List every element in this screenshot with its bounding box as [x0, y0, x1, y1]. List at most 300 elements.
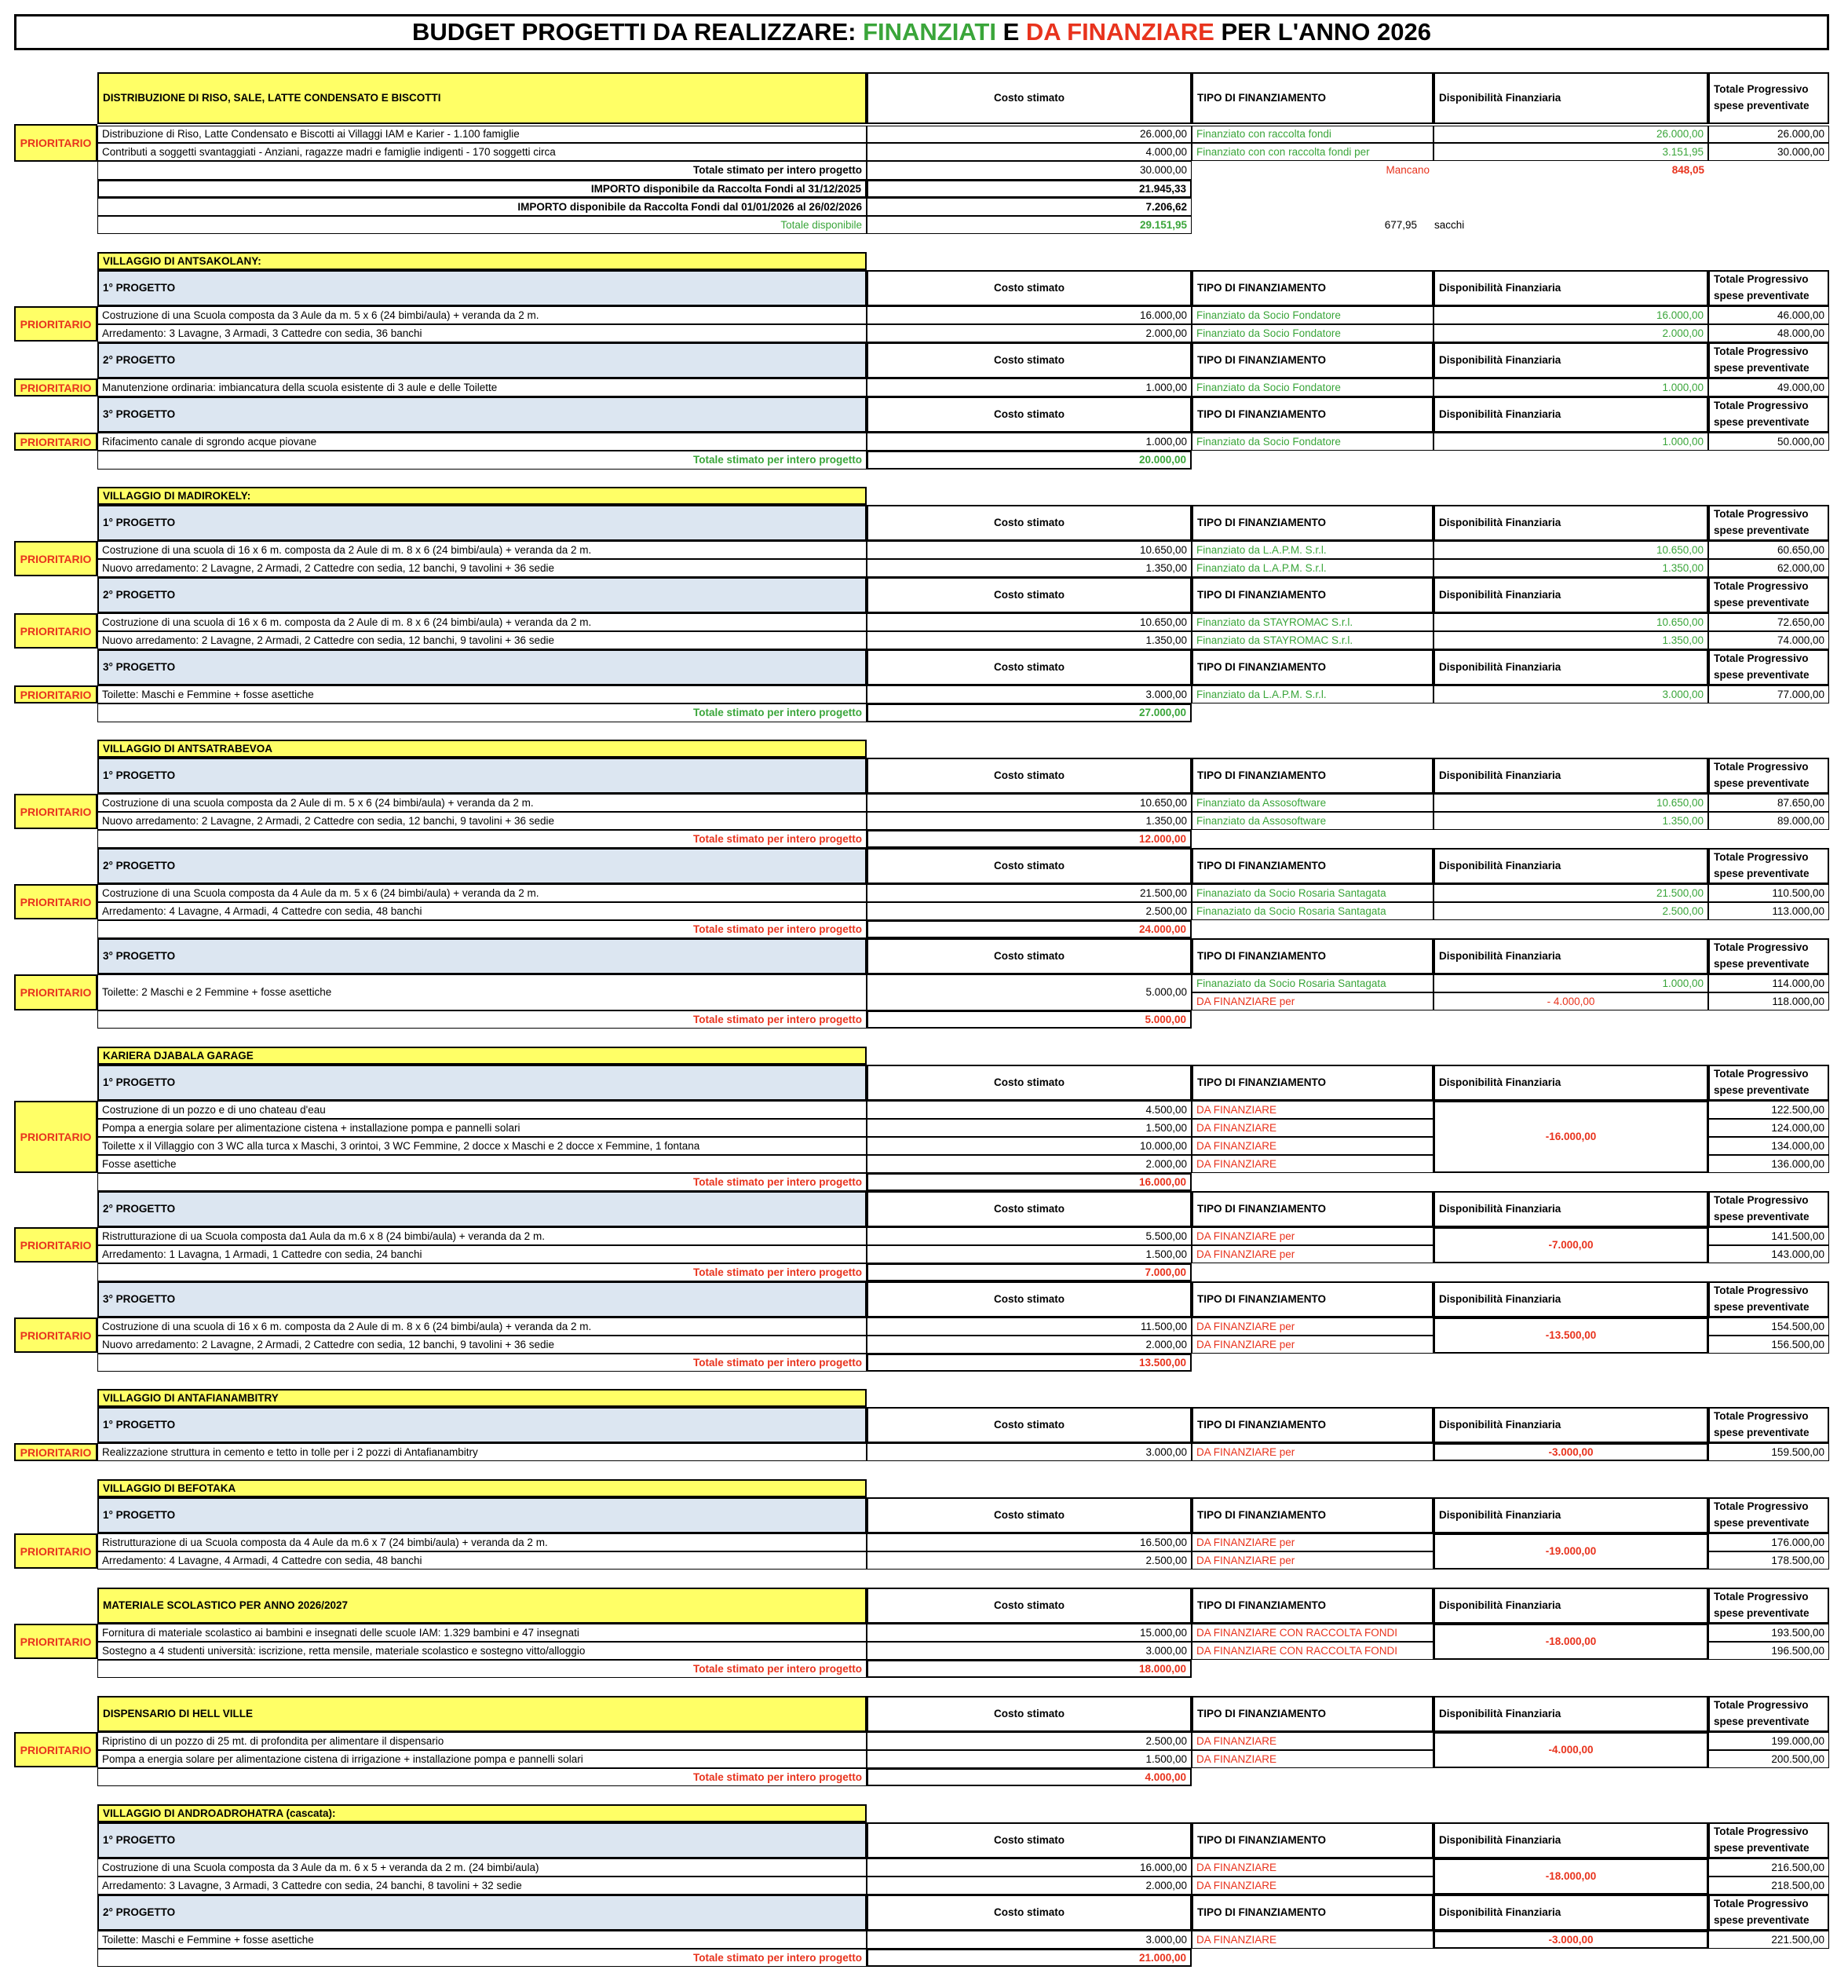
progressivo-header: [1708, 758, 1829, 794]
progressivo-label-2: spese preventivate: [1714, 416, 1810, 428]
row-cost: 1.000,00: [867, 378, 1192, 397]
costo-header: Costo stimato: [867, 72, 1192, 124]
project-header: 2° PROGETTO: [97, 848, 867, 884]
row-progressive: 62.000,00: [1708, 559, 1829, 577]
progressivo-label-1: Totale Progressivo: [1714, 1591, 1809, 1603]
total-label: Totale stimato per intero progetto: [97, 161, 867, 180]
row-progressive: 74.000,00: [1708, 631, 1829, 649]
row-cost: 2.000,00: [867, 1336, 1192, 1354]
row-cost: 26.000,00: [867, 126, 1192, 143]
disp-header: Disponibilità Finanziaria: [1433, 397, 1708, 433]
row-cost: 10.650,00: [867, 613, 1192, 631]
row-available: 1.350,00: [1433, 631, 1708, 649]
priority-badge: PRIORITARIO: [14, 685, 97, 703]
row-progressive: 196.500,00: [1708, 1642, 1829, 1660]
project-header: 3° PROGETTO: [97, 1281, 867, 1317]
mancano-label: Mancano: [1386, 164, 1430, 177]
row-progressive: 178.500,00: [1708, 1551, 1829, 1570]
row-funding-type: DA FINANZIARE: [1192, 1750, 1433, 1768]
row-description: Costruzione di una scuola di 16 x 6 m. composta da 2 Aule di m. 8 x 6 (24 bimbi/aula) + veranda da 2 m.: [97, 1317, 867, 1336]
progressivo-label-1: Totale Progressivo: [1714, 851, 1809, 864]
row-description: Costruzione di una Scuola composta da 3 Aule da m. 5 x 6 (24 bimbi/aula) + veranda da 2 m.: [97, 306, 867, 324]
priority-badge: PRIORITARIO: [14, 1732, 97, 1767]
tipo-header: TIPO DI FINANZIAMENTO: [1192, 848, 1433, 884]
row-funding-type: Finanziato da STAYROMAC S.r.l.: [1192, 631, 1433, 649]
row-funding-type: DA FINANZIARE CON RACCOLTA FONDI: [1192, 1642, 1433, 1660]
tipo-header: TIPO DI FINANZIAMENTO: [1192, 1822, 1433, 1858]
total-value: 5.000,00: [867, 1010, 1192, 1029]
costo-header: Costo stimato: [867, 270, 1192, 306]
row-available: 2.000,00: [1433, 324, 1708, 342]
row-description: Nuovo arredamento: 2 Lavagne, 2 Armadi, 2 Cattedre con sedia, 12 banchi, 9 tavolini + 36 sedie: [97, 1336, 867, 1354]
progressivo-label-1: Totale Progressivo: [1714, 508, 1809, 521]
progressivo-label-1: Totale Progressivo: [1714, 941, 1809, 954]
disp-header: Disponibilità Finanziaria: [1433, 1696, 1708, 1732]
row-description: Nuovo arredamento: 2 Lavagne, 2 Armadi, 2 Cattedre con sedia, 12 banchi, 9 tavolini + 36 sedie: [97, 812, 867, 830]
disp-header: Disponibilità Finanziaria: [1433, 1497, 1708, 1533]
row-description: Fosse asettiche: [97, 1155, 867, 1173]
sacchi-label: sacchi: [1434, 218, 1465, 231]
row-cost: 3.000,00: [867, 1443, 1192, 1461]
section-title: VILLAGGIO DI MADIROKELY:: [97, 487, 867, 505]
totale-disponibile-label: Totale disponibile: [97, 216, 867, 234]
row-cost: 2.000,00: [867, 1155, 1192, 1173]
project-header: 1° PROGETTO: [97, 270, 867, 306]
row-available: 21.500,00: [1433, 884, 1708, 902]
row-available: 1.000,00: [1433, 433, 1708, 451]
priority-badge: PRIORITARIO: [14, 1443, 97, 1461]
row-description: Ristrutturazione di ua Scuola composta da1 Aula da m.6 x 8 (24 bimbi/aula) + veranda da 2 m.: [97, 1227, 867, 1245]
tipo-header: TIPO DI FINANZIAMENTO: [1192, 397, 1433, 433]
disp-header: Disponibilità Finanziaria: [1433, 1191, 1708, 1227]
priority-badge: PRIORITARIO: [14, 433, 97, 451]
row-progressive: 46.000,00: [1708, 306, 1829, 324]
row-progressive: 193.500,00: [1708, 1624, 1829, 1642]
progressivo-label-2: spese preventivate: [1714, 362, 1810, 374]
row-cost: 1.000,00: [867, 433, 1192, 451]
progressivo-label-2: spese preventivate: [1714, 1517, 1810, 1529]
progressivo-label-2: spese preventivate: [1714, 777, 1810, 789]
total-label: Totale stimato per intero progetto: [97, 1173, 867, 1191]
costo-header: Costo stimato: [867, 1895, 1192, 1931]
row-description: Distribuzione di Riso, Latte Condensato e Biscotti ai Villaggi IAM e Karier - 1.100 famiglie: [97, 126, 867, 143]
total-value: 7.000,00: [867, 1263, 1192, 1281]
costo-header: Costo stimato: [867, 649, 1192, 685]
row-progressive: 143.000,00: [1708, 1245, 1829, 1263]
section-title: MATERIALE SCOLASTICO PER ANNO 2026/2027: [97, 1588, 867, 1624]
progressivo-label-1: Totale Progressivo: [1714, 761, 1809, 773]
row-funding-type: DA FINANZIARE per: [1192, 1317, 1433, 1336]
total-value: 12.000,00: [867, 830, 1192, 848]
row-cost: 10.000,00: [867, 1137, 1192, 1155]
row-funding-type: Finanaziato da Socio Rosaria Santagata: [1192, 974, 1433, 992]
disp-header: Disponibilità Finanziaria: [1433, 1895, 1708, 1931]
disp-header: Disponibilità Finanziaria: [1433, 1407, 1708, 1443]
costo-header: Costo stimato: [867, 1407, 1192, 1443]
progressivo-label-2: spese preventivate: [1714, 100, 1810, 111]
row-cost: 3.000,00: [867, 1642, 1192, 1660]
total-label: Totale stimato per intero progetto: [97, 1949, 867, 1967]
project-header: 1° PROGETTO: [97, 758, 867, 794]
progressivo-label-2: spese preventivate: [1714, 1084, 1810, 1096]
row-cost: 1.350,00: [867, 812, 1192, 830]
progressivo-label-2: spese preventivate: [1714, 1607, 1810, 1619]
project-header: 1° PROGETTO: [97, 1065, 867, 1101]
disp-header: Disponibilità Finanziaria: [1433, 1822, 1708, 1858]
row-progressive: 60.650,00: [1708, 541, 1829, 559]
row-funding-type: Finanziato da L.A.P.M. S.r.l.: [1192, 541, 1433, 559]
progressivo-label-2: spese preventivate: [1714, 597, 1810, 608]
disp-header: Disponibilità Finanziaria: [1433, 1065, 1708, 1101]
total-label: Totale stimato per intero progetto: [97, 830, 867, 848]
costo-header: Costo stimato: [867, 1497, 1192, 1533]
row-cost: 2.500,00: [867, 1732, 1192, 1750]
row-description: Ripristino di un pozzo di 25 mt. di profondita per alimentare il dispensario: [97, 1732, 867, 1750]
row-funding-type: Finanziato da Socio Fondatore: [1192, 433, 1433, 451]
row-description: Costruzione di una scuola di 16 x 6 m. composta da 2 Aule di m. 8 x 6 (24 bimbi/aula) + veranda da 2 m.: [97, 613, 867, 631]
row-description: Contributi a soggetti svantaggiati - Anziani, ragazze madri e famiglie indigenti - 170 soggetti circa: [97, 143, 867, 161]
progressivo-label-2: spese preventivate: [1714, 669, 1810, 681]
tipo-header: TIPO DI FINANZIAMENTO: [1192, 1407, 1433, 1443]
total-label: Totale stimato per intero progetto: [97, 703, 867, 722]
row-description: Toilette: Maschi e Femmine + fosse asettiche: [97, 1931, 867, 1949]
progressivo-label-2: spese preventivate: [1714, 958, 1810, 970]
row-progressive: 50.000,00: [1708, 433, 1829, 451]
row-progressive: 26.000,00: [1708, 126, 1829, 143]
total-value: 20.000,00: [867, 451, 1192, 470]
row-progressive: 136.000,00: [1708, 1155, 1829, 1173]
row-description: Pompa a energia solare per alimentazione cistena di irrigazione + installazione pompa e pannelli solari: [97, 1750, 867, 1768]
total-value: 18.000,00: [867, 1660, 1192, 1678]
row-funding-type: DA FINANZIARE: [1192, 1119, 1433, 1137]
row-description: Toilette: Maschi e Femmine + fosse asettiche: [97, 685, 867, 703]
project-header: 2° PROGETTO: [97, 577, 867, 613]
row-progressive: 89.000,00: [1708, 812, 1829, 830]
row-available: 1.000,00: [1433, 378, 1708, 397]
costo-header: Costo stimato: [867, 848, 1192, 884]
project-header: 1° PROGETTO: [97, 505, 867, 541]
total-value: 13.500,00: [867, 1354, 1192, 1372]
importo-label-1: IMPORTO disponibile da Raccolta Fondi al 31/12/2025: [97, 180, 867, 198]
row-available: 1.350,00: [1433, 812, 1708, 830]
tipo-header: TIPO DI FINANZIAMENTO: [1192, 1696, 1433, 1732]
row-cost: 1.500,00: [867, 1750, 1192, 1768]
costo-header: Costo stimato: [867, 938, 1192, 974]
project-header: 3° PROGETTO: [97, 938, 867, 974]
row-description: Ristrutturazione di ua Scuola composta da 4 Aule da m.6 x 7 (24 bimbi/aula) + veranda da 2 m.: [97, 1533, 867, 1551]
tipo-header: TIPO DI FINANZIAMENTO: [1192, 1497, 1433, 1533]
total-value: 21.000,00: [867, 1949, 1192, 1967]
costo-header: Costo stimato: [867, 505, 1192, 541]
row-description: Costruzione di una scuola di 16 x 6 m. composta da 2 Aule di m. 8 x 6 (24 bimbi/aula) + veranda da 2 m.: [97, 541, 867, 559]
progressivo-label-1: Totale Progressivo: [1714, 1898, 1809, 1910]
total-label: Totale stimato per intero progetto: [97, 1768, 867, 1786]
row-description: Arredamento: 4 Lavagne, 4 Armadi, 4 Cattedre con sedia, 48 banchi: [97, 902, 867, 920]
costo-header: Costo stimato: [867, 397, 1192, 433]
row-cost: 10.650,00: [867, 541, 1192, 559]
row-description: Arredamento: 3 Lavagne, 3 Armadi, 3 Cattedre con sedia, 24 banchi, 8 tavolini + 32 sedie: [97, 1877, 867, 1895]
priority-badge: PRIORITARIO: [14, 613, 97, 649]
row-funding-type: DA FINANZIARE per: [1192, 1551, 1433, 1570]
row-description: Rifacimento canale di sgrondo acque piovane: [97, 433, 867, 451]
row-funding-type: DA FINANZIARE per: [1192, 1533, 1433, 1551]
progressivo-label-2: spese preventivate: [1714, 1211, 1810, 1222]
tipo-header: TIPO DI FINANZIAMENTO: [1192, 270, 1433, 306]
available-merged: -4.000,00: [1433, 1732, 1708, 1768]
row-cost: 2.000,00: [867, 1877, 1192, 1895]
row-funding-type: DA FINANZIARE: [1192, 1732, 1433, 1750]
row-progressive: 77.000,00: [1708, 685, 1829, 703]
row-description: Sostegno a 4 studenti università: iscrizione, retta mensile, materiale scolastico e sostegno vitto/alloggio: [97, 1642, 867, 1660]
row-funding-type: DA FINANZIARE per: [1192, 1227, 1433, 1245]
total-label: Totale stimato per intero progetto: [97, 1010, 867, 1029]
row-progressive: 124.000,00: [1708, 1119, 1829, 1137]
priority-badge: PRIORITARIO: [14, 306, 97, 342]
row-description: Arredamento: 1 Lavagna, 1 Armadi, 1 Cattedre con sedia, 24 banchi: [97, 1245, 867, 1263]
tipo-header: TIPO DI FINANZIAMENTO: [1192, 1281, 1433, 1317]
progressivo-label-2: spese preventivate: [1714, 1716, 1810, 1727]
importo-value-1: 21.945,33: [867, 180, 1192, 198]
disp-header: Disponibilità Finanziaria: [1433, 342, 1708, 378]
row-available: - 4.000,00: [1433, 992, 1708, 1010]
progressivo-label-1: Totale Progressivo: [1714, 1285, 1809, 1297]
costo-header: Costo stimato: [867, 1822, 1192, 1858]
row-progressive: 154.500,00: [1708, 1317, 1829, 1336]
tipo-header: TIPO DI FINANZIAMENTO: [1192, 342, 1433, 378]
progressivo-header: [1708, 1696, 1829, 1732]
row-progressive: 110.500,00: [1708, 884, 1829, 902]
project-header: 2° PROGETTO: [97, 1895, 867, 1931]
row-cost: 4.500,00: [867, 1101, 1192, 1119]
row-progressive: 141.500,00: [1708, 1227, 1829, 1245]
priority-badge: PRIORITARIO: [14, 124, 97, 162]
available-merged: -19.000,00: [1433, 1533, 1708, 1570]
progressivo-header: [1708, 72, 1829, 124]
sacchi-value: 677,95: [1384, 218, 1417, 231]
total-value: 4.000,00: [867, 1768, 1192, 1786]
row-funding-type: Finanziato da Socio Fondatore: [1192, 378, 1433, 397]
project-header: 3° PROGETTO: [97, 649, 867, 685]
total-label: Totale stimato per intero progetto: [97, 920, 867, 938]
row-cost: 1.500,00: [867, 1119, 1192, 1137]
row-progressive: 72.650,00: [1708, 613, 1829, 631]
row-funding-type: DA FINANZIARE: [1192, 1101, 1433, 1119]
progressivo-label-1: Totale Progressivo: [1714, 1410, 1809, 1423]
row-description: Costruzione di una scuola composta da 2 Aule di m. 5 x 6 (24 bimbi/aula) + veranda da 2 m.: [97, 794, 867, 812]
progressivo-label-1: Totale Progressivo: [1714, 1194, 1809, 1207]
row-cost: 16.500,00: [867, 1533, 1192, 1551]
available-merged: -16.000,00: [1433, 1101, 1708, 1173]
row-progressive: 113.000,00: [1708, 902, 1829, 920]
importo-label-2: IMPORTO disponibile da Raccolta Fondi dal 01/01/2026 al 26/02/2026: [97, 198, 867, 216]
row-progressive: 134.000,00: [1708, 1137, 1829, 1155]
progressivo-label-2: spese preventivate: [1714, 524, 1810, 536]
total-value: 24.000,00: [867, 920, 1192, 938]
project-header: 1° PROGETTO: [97, 1407, 867, 1443]
row-description: Nuovo arredamento: 2 Lavagne, 2 Armadi, 2 Cattedre con sedia, 12 banchi, 9 tavolini + 36 sedie: [97, 631, 867, 649]
section-title: DISPENSARIO DI HELL VILLE: [97, 1696, 867, 1732]
row-available: 10.650,00: [1433, 794, 1708, 812]
costo-header: Costo stimato: [867, 342, 1192, 378]
progressivo-label-1: Totale Progressivo: [1714, 652, 1809, 665]
total-label: Totale stimato per intero progetto: [97, 1263, 867, 1281]
row-funding-type: Finanziato da L.A.P.M. S.r.l.: [1192, 559, 1433, 577]
progressivo-header: [1708, 1065, 1829, 1101]
disp-header: Disponibilità Finanziaria: [1433, 577, 1708, 613]
row-progressive: 216.500,00: [1708, 1858, 1829, 1877]
progressivo-label-1: Totale Progressivo: [1714, 83, 1809, 96]
priority-badge: PRIORITARIO: [14, 1317, 97, 1353]
costo-header: Costo stimato: [867, 1588, 1192, 1624]
row-funding-type: Finanziato con raccolta fondi: [1192, 126, 1433, 143]
priority-badge: PRIORITARIO: [14, 1101, 97, 1173]
row-funding-type: DA FINANZIARE: [1192, 1931, 1433, 1949]
row-cost: 3.000,00: [867, 685, 1192, 703]
section-title: VILLAGGIO DI ANTSAKOLANY:: [97, 252, 867, 270]
project-header: 1° PROGETTO: [97, 1822, 867, 1858]
row-progressive: 156.500,00: [1708, 1336, 1829, 1354]
row-cost: 1.500,00: [867, 1245, 1192, 1263]
priority-badge: PRIORITARIO: [14, 1227, 97, 1263]
tipo-header: TIPO DI FINANZIAMENTO: [1192, 649, 1433, 685]
progressivo-label-1: Totale Progressivo: [1714, 1068, 1809, 1080]
progressivo-label-2: spese preventivate: [1714, 1301, 1810, 1313]
row-description: Arredamento: 4 Lavagne, 4 Armadi, 4 Cattedre con sedia, 48 banchi: [97, 1551, 867, 1570]
priority-badge: PRIORITARIO: [14, 974, 97, 1010]
progressivo-header: [1708, 342, 1829, 378]
project-header: 1° PROGETTO: [97, 1497, 867, 1533]
row-available: 2.500,00: [1433, 902, 1708, 920]
tipo-header: TIPO DI FINANZIAMENTO: [1192, 1065, 1433, 1101]
tipo-header: TIPO DI FINANZIAMENTO: [1192, 505, 1433, 541]
disp-header: Disponibilità Finanziaria: [1433, 1588, 1708, 1624]
row-cost: 2.500,00: [867, 902, 1192, 920]
row-funding-type: Finanaziato da Socio Rosaria Santagata: [1192, 884, 1433, 902]
row-funding-type: Finanziato con con raccolta fondi per: [1192, 143, 1433, 161]
section-title: VILLAGGIO DI ANTAFIANAMBITRY: [97, 1389, 867, 1407]
section-title: VILLAGGIO DI ANDROADROHATRA (cascata):: [97, 1804, 867, 1822]
progressivo-label-2: spese preventivate: [1714, 1427, 1810, 1438]
row-available: 10.650,00: [1433, 541, 1708, 559]
tipo-header: TIPO DI FINANZIAMENTO: [1192, 1191, 1433, 1227]
progressivo-header: [1708, 270, 1829, 306]
row-description: Manutenzione ordinaria: imbiancatura della scuola esistente di 3 aule e delle Toilette: [97, 378, 867, 397]
row-funding-type: Finanziato da Socio Fondatore: [1192, 324, 1433, 342]
progressivo-label-1: Totale Progressivo: [1714, 345, 1809, 358]
total-value: 27.000,00: [867, 703, 1192, 722]
section-title: KARIERA DJABALA GARAGE: [97, 1047, 867, 1065]
row-description: Pompa a energia solare per alimentazione cistena + installazione pompa e pannelli solari: [97, 1119, 867, 1137]
row-funding-type: Finanziato da Assosoftware: [1192, 812, 1433, 830]
row-cost: 1.350,00: [867, 559, 1192, 577]
row-progressive: 159.500,00: [1708, 1443, 1829, 1461]
row-funding-type: Finanziato da L.A.P.M. S.r.l.: [1192, 685, 1433, 703]
priority-badge: PRIORITARIO: [14, 378, 97, 397]
progressivo-header: [1708, 848, 1829, 884]
row-available: 1.000,00: [1433, 974, 1708, 992]
row-funding-type: DA FINANZIARE: [1192, 1155, 1433, 1173]
progressivo-label-2: spese preventivate: [1714, 1842, 1810, 1854]
row-funding-type: DA FINANZIARE per: [1192, 1245, 1433, 1263]
priority-badge: PRIORITARIO: [14, 541, 97, 576]
row-available: 26.000,00: [1433, 126, 1708, 143]
tipo-header: TIPO DI FINANZIAMENTO: [1192, 72, 1433, 124]
row-progressive: 200.500,00: [1708, 1750, 1829, 1768]
progressivo-header: [1708, 505, 1829, 541]
row-progressive: 87.650,00: [1708, 794, 1829, 812]
row-cost: 15.000,00: [867, 1624, 1192, 1642]
disp-header: Disponibilità Finanziaria: [1433, 758, 1708, 794]
total-label: Totale stimato per intero progetto: [97, 1354, 867, 1372]
progressivo-label-1: Totale Progressivo: [1714, 1699, 1809, 1712]
row-progressive: 30.000,00: [1708, 143, 1829, 161]
total-label: Totale stimato per intero progetto: [97, 451, 867, 470]
tipo-header: TIPO DI FINANZIAMENTO: [1192, 758, 1433, 794]
disp-header: Disponibilità Finanziaria: [1433, 1281, 1708, 1317]
progressivo-label-2: spese preventivate: [1714, 868, 1810, 879]
row-cost: 2.500,00: [867, 1551, 1192, 1570]
disp-header: Disponibilità Finanziaria: [1433, 505, 1708, 541]
section-title: VILLAGGIO DI BEFOTAKA: [97, 1479, 867, 1497]
progressivo-label-2: spese preventivate: [1714, 290, 1810, 301]
row-description: Realizzazione struttura in cemento e tetto in tolle per i 2 pozzi di Antafianambitry: [97, 1443, 867, 1461]
available-merged: -18.000,00: [1433, 1858, 1708, 1895]
progressivo-header: [1708, 397, 1829, 433]
progressivo-header: [1708, 1281, 1829, 1317]
progressivo-header: [1708, 938, 1829, 974]
row-description: Arredamento: 3 Lavagne, 3 Armadi, 3 Cattedre con sedia, 36 banchi: [97, 324, 867, 342]
priority-badge: PRIORITARIO: [14, 884, 97, 919]
page-title: BUDGET PROGETTI DA REALIZZARE: FINANZIATI E DA FINANZIARE PER L'ANNO 2026: [14, 14, 1829, 50]
row-cost: 10.650,00: [867, 794, 1192, 812]
progressivo-label-1: Totale Progressivo: [1714, 400, 1809, 412]
row-cost: 16.000,00: [867, 1858, 1192, 1877]
row-progressive: 118.000,00: [1708, 992, 1829, 1010]
row-cost: 21.500,00: [867, 884, 1192, 902]
costo-header: Costo stimato: [867, 577, 1192, 613]
progressivo-header: [1708, 649, 1829, 685]
progressivo-header: [1708, 1588, 1829, 1624]
row-available: 3.000,00: [1433, 685, 1708, 703]
available-merged: -13.500,00: [1433, 1317, 1708, 1354]
disp-header: Disponibilità Finanziaria: [1433, 848, 1708, 884]
progressivo-label-2: spese preventivate: [1714, 1914, 1810, 1926]
progressivo-header: [1708, 577, 1829, 613]
project-header: 2° PROGETTO: [97, 1191, 867, 1227]
row-progressive: 221.500,00: [1708, 1931, 1829, 1949]
total-label: Totale stimato per intero progetto: [97, 1660, 867, 1678]
row-available: 1.350,00: [1433, 559, 1708, 577]
row-progressive: 49.000,00: [1708, 378, 1829, 397]
progressivo-header: [1708, 1895, 1829, 1931]
row-description: Toilette x il Villaggio con 3 WC alla turca x Maschi, 3 orintoi, 3 WC Femmine, 2 docce x Maschi e 2 docce x Femmine, 1 fontana: [97, 1137, 867, 1155]
row-progressive: 218.500,00: [1708, 1877, 1829, 1895]
row-cost: 1.350,00: [867, 631, 1192, 649]
progressivo-header: [1708, 1497, 1829, 1533]
costo-header: Costo stimato: [867, 1696, 1192, 1732]
costo-header: Costo stimato: [867, 758, 1192, 794]
section-title: VILLAGGIO DI ANTSATRABEVOA: [97, 740, 867, 758]
row-funding-type: DA FINANZIARE CON RACCOLTA FONDI: [1192, 1624, 1433, 1642]
row-funding-type: DA FINANZIARE per: [1192, 1336, 1433, 1354]
row-cost: 4.000,00: [867, 143, 1192, 161]
total-value: 16.000,00: [867, 1173, 1192, 1191]
project-header: 2° PROGETTO: [97, 342, 867, 378]
costo-header: Costo stimato: [867, 1281, 1192, 1317]
row-available: 3.151,95: [1433, 143, 1708, 161]
progressivo-header: [1708, 1822, 1829, 1858]
project-header: 3° PROGETTO: [97, 397, 867, 433]
